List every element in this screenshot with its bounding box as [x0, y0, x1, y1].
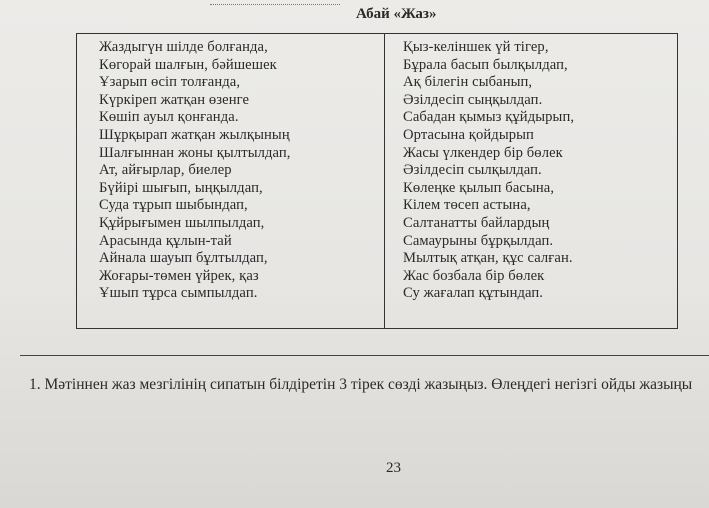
poem-right-line: Қыз-келіншек үй тігер,: [403, 39, 549, 55]
poem-right-line: Кілем төсеп астына,: [403, 197, 531, 214]
page-number: 23: [386, 460, 401, 476]
cropped-header-edge: [210, 0, 340, 5]
poem-right-line: Су жағалап құтындап.: [403, 285, 544, 302]
poem-table: [76, 33, 678, 329]
poem-left-line: Суда тұрып шыбындап,: [99, 197, 248, 214]
poem-left-line: Жаздыгүн шілде болғанда,: [99, 39, 268, 55]
poem-left-line: Көшіп ауыл қонғанда.: [99, 109, 239, 126]
poem-right-line: Мылтық атқан, құс салған.: [403, 250, 573, 267]
section-divider: [20, 355, 709, 356]
poem-right-line: Сабадан қымыз құйдырып,: [403, 109, 575, 126]
poem-left-line: Жоғары-төмен үйрек, қаз: [99, 267, 259, 284]
poem-left-line: Шұрқырап жатқан жылқының: [99, 126, 290, 143]
poem-right-line: Әзілдесіп сыңқылдап.: [403, 91, 543, 108]
poem-right-line: Ақ білегін сыбанып,: [403, 74, 533, 91]
poem-left-line: Ат, айғырлар, биелер: [99, 162, 232, 179]
poem-right-line: Ортасына қойдырып: [403, 126, 534, 143]
poem-right-line: Әзілдесіп сылқылдап.: [403, 162, 542, 179]
poem-right-line: Самаурыны бұрқылдап.: [403, 232, 554, 249]
poem-left-column: [77, 34, 385, 328]
poem-left-line: Күркіреп жатқан өзенге: [99, 91, 250, 108]
poem-right-line: Жасы үлкендер бір бөлек: [403, 144, 563, 161]
poem-left-line: Құйрығымен шылпылдап,: [99, 214, 265, 231]
poem-right-column: [385, 34, 677, 328]
poem-left-line: Ұшып тұрса сымпылдап.: [99, 285, 258, 302]
poem-left-line: Шалғыннан жоны қылтылдап,: [99, 144, 291, 161]
poem-left-line: Көгорай шалғын, бәйшешек: [99, 56, 277, 73]
poem-left-line: Ұзарып өсіп толғанда,: [99, 74, 241, 91]
poem-right-line: Жас бозбала бір бөлек: [403, 267, 545, 284]
poem-right-line: Көлеңке қылып басына,: [403, 179, 555, 196]
poem-right-line: Бұрала басып былқылдап,: [403, 56, 568, 73]
poem-left-line: Бүйірі шығып, ыңқылдап,: [99, 179, 263, 196]
question-text: 1. Мәтіннен жаз мезгілінің сипатын білдіретін 3 тірек сөзді жазыңыз. Өлеңдегі негізгі ойды жазыңы: [29, 376, 693, 393]
poem-left-line: Арасында құлын-тай: [99, 232, 232, 249]
poem-left-line: Айнала шауып бұлтылдап,: [99, 250, 268, 267]
poem-right-line: Салтанатты байлардың: [403, 214, 550, 231]
poem-title: Абай «Жаз»: [356, 6, 437, 22]
